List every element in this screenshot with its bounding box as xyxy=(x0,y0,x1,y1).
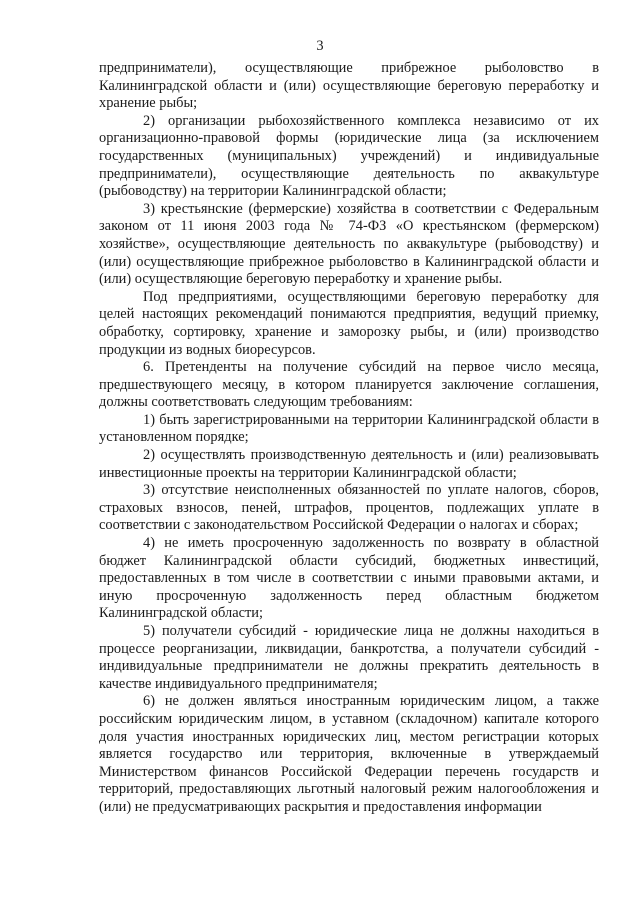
paragraph-item-3: 3) крестьянские (фермерские) хозяйства в соответствии с Федеральным законом от 11 июня 2003 года № 74-ФЗ «О крестьянском (фермерском) хозяйстве», осуществляющие деятельность по аквакультуре (рыбоводству) и (или) осуществляющие прибрежное рыболовство в Калининградской области и (или) осуществляющие береговую переработку и хранение рыбы. xyxy=(99,200,599,288)
document-body xyxy=(99,60,599,817)
paragraph-section-6: 6. Претенденты на получение субсидий на первое число месяца, предшествующего месяцу, в котором планируется заключение соглашения, должны соответствовать следующим требованиям: xyxy=(99,359,599,411)
page-number: 3 xyxy=(316,38,324,54)
paragraph-requirement-2: 2) осуществлять производственную деятельность и (или) реализовывать инвестиционные проекты на территории Калининградской области; xyxy=(99,447,599,481)
paragraph-definition: Под предприятиями, осуществляющими береговую переработку для целей настоящих рекомендаций понимаются предприятия, ведущий приемку, обработку, сортировку, хранение и заморозку рыбы, и (или) производство продукции из водных биоресурсов. xyxy=(99,288,599,358)
paragraph-requirement-3: 3) отсутствие неисполненных обязанностей по уплате налогов, сборов, страховых взносов, пеней, штрафов, процентов, подлежащих уплате в соответствии с законодательством Российской Федерации о налогах и сборах; xyxy=(99,482,599,534)
paragraph-continuation: предприниматели), осуществляющие прибрежное рыболовство в Калининградской области и (или) осуществляющие береговую переработку и хранение рыбы; xyxy=(99,60,599,112)
paragraph-requirement-6: 6) не должен являться иностранным юридическим лицом, а также российским юридическим лицом, в уставном (складочном) капитале которого доля участия иностранных юридических лиц, местом регистрации которых является государство или территория, включенные в утверждаемый Министерством финансов Российской Федерации перечень государств и территорий, предоставляющих льготный налоговый режим налогообложения и (или) не предусматривающих раскрытия и предоставления информации xyxy=(99,693,599,815)
paragraph-requirement-1: 1) быть зарегистрированными на территории Калининградской области в установленном порядке; xyxy=(99,411,599,446)
paragraph-item-2: 2) организации рыбохозяйственного комплекса независимо от их организационно-правовой формы (юридические лица (за исключением государственных (муниципальных) учреждений) и индивидуальные предприниматели), осуществляющие деятельность по аквакультуре (рыбоводству) на территории Калининградской области; xyxy=(99,112,599,200)
paragraph-requirement-5: 5) получатели субсидий - юридические лица не должны находиться в процессе реорганизации, ликвидации, банкротства, а получатели субсидий - индивидуальные предприниматели не должны прекратить деятельность в качестве индивидуального предпринимателя; xyxy=(99,623,599,692)
paragraph-requirement-4: 4) не иметь просроченную задолженность по возврату в областной бюджет Калининградской области субсидий, бюджетных инвестиций, предоставленных в том числе в соответствии с иными правовыми актами, и иную просроченную задолженность перед областным бюджетом Калининградской области; xyxy=(99,535,599,622)
